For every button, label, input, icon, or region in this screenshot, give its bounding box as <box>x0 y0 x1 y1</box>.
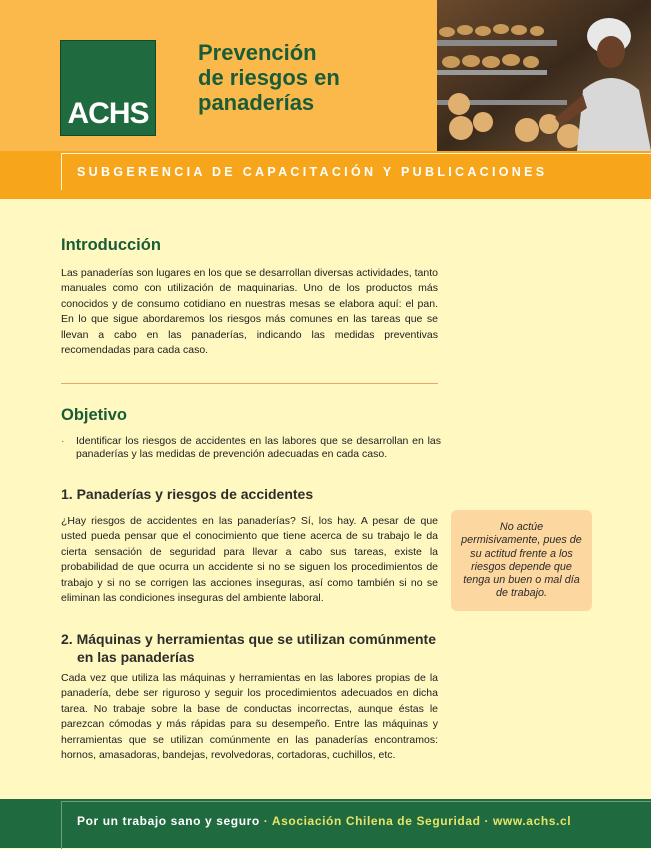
baker-photo-illustration <box>437 0 651 151</box>
section1-heading: 1. Panaderías y riesgos de accidentes <box>61 486 314 502</box>
callout-text: No actúe permisivamente, pues de su actitud frente a los riesgos depende que tenga un buen o mal día de trabajo. <box>461 521 582 600</box>
callout-box <box>451 510 592 611</box>
title-line-2: de riesgos en <box>198 65 340 90</box>
section2-heading-line2: en las panaderías <box>77 649 195 665</box>
bullet-marker: · <box>61 435 65 447</box>
baker-photo <box>437 0 651 151</box>
title-line-3: panaderías <box>198 90 315 115</box>
section1-body: ¿Hay riesgos de accidentes en las panaderías? Sí, los hay. A pesar de que usted pueda pensar que el conocimiento que tiene acerca de su trabajo le da cierta sensación de seguridad para llevar a cabo sus tareas, existe la probabilidad de que ocurra un accidente si no se siguen los procedimientos de trabajo y si no se corrigen las acciones inseguras, así como también si no se eliminan las condiciones inseguras del ambiente laboral. <box>61 515 438 605</box>
objective-heading: Objetivo <box>61 406 128 424</box>
objective-bullet-text: Identificar los riesgos de accidentes en las labores que se desarrollan en las panaderías y las medidas de prevención adecuadas en cada caso. <box>76 435 441 461</box>
page-title <box>198 40 433 115</box>
footer-url[interactable]: www.achs.cl <box>493 814 572 828</box>
intro-body: Las panaderías son lugares en los que se desarrollan diversas actividades, tanto manuales como con utilización de maquinarias. Uno de los productos más conocidos y de consumo cotidiano en nuestras mesas se elabora aquí: el pan. En lo que sigue abordaremos los riesgos más comunes en las tareas que se llevan a cabo en las panaderías, indicando las medidas preventivas recomendadas para cada caso. <box>61 267 438 357</box>
footer-sep-1: · <box>259 814 272 828</box>
section2-heading-line1: 2. Máquinas y herramientas que se utilizan comúnmente <box>61 631 436 647</box>
title-line-1: Prevención <box>198 40 317 65</box>
footer-frame <box>61 801 651 849</box>
objective-bullet <box>61 435 441 461</box>
footer-text <box>77 814 571 828</box>
band-text: SUBGERENCIA DE CAPACITACIÓN Y PUBLICACIONES <box>77 165 548 179</box>
section2-heading <box>61 630 436 666</box>
header <box>0 0 651 199</box>
section2-body: Cada vez que utiliza las máquinas y herramientas en las labores propias de la panadería, debe ser riguroso y seguir los procedimientos adecuados en dicha tarea. No trabaje sobre la base de conductas incorrectas, aunque éstas le parezcan cómodas y más rápidas para su desempeño. Entre las máquinas y herramientas que se utilizan comúnmente en las panaderías encontramos: hornos, amasadoras, bandejas, revolvedoras, cortadoras, cuchillos, etc. <box>61 672 438 762</box>
footer-sep-2: · <box>480 814 493 828</box>
achs-logo <box>60 40 156 136</box>
footer <box>0 799 651 848</box>
section-divider <box>61 383 438 384</box>
band-frame <box>61 153 651 190</box>
footer-slogan: Por un trabajo sano y seguro <box>77 814 260 828</box>
intro-heading: Introducción <box>61 236 161 254</box>
footer-org: Asociación Chilena de Seguridad <box>271 814 481 828</box>
subheader-band <box>0 151 651 199</box>
logo-text: ACHS <box>67 97 149 130</box>
